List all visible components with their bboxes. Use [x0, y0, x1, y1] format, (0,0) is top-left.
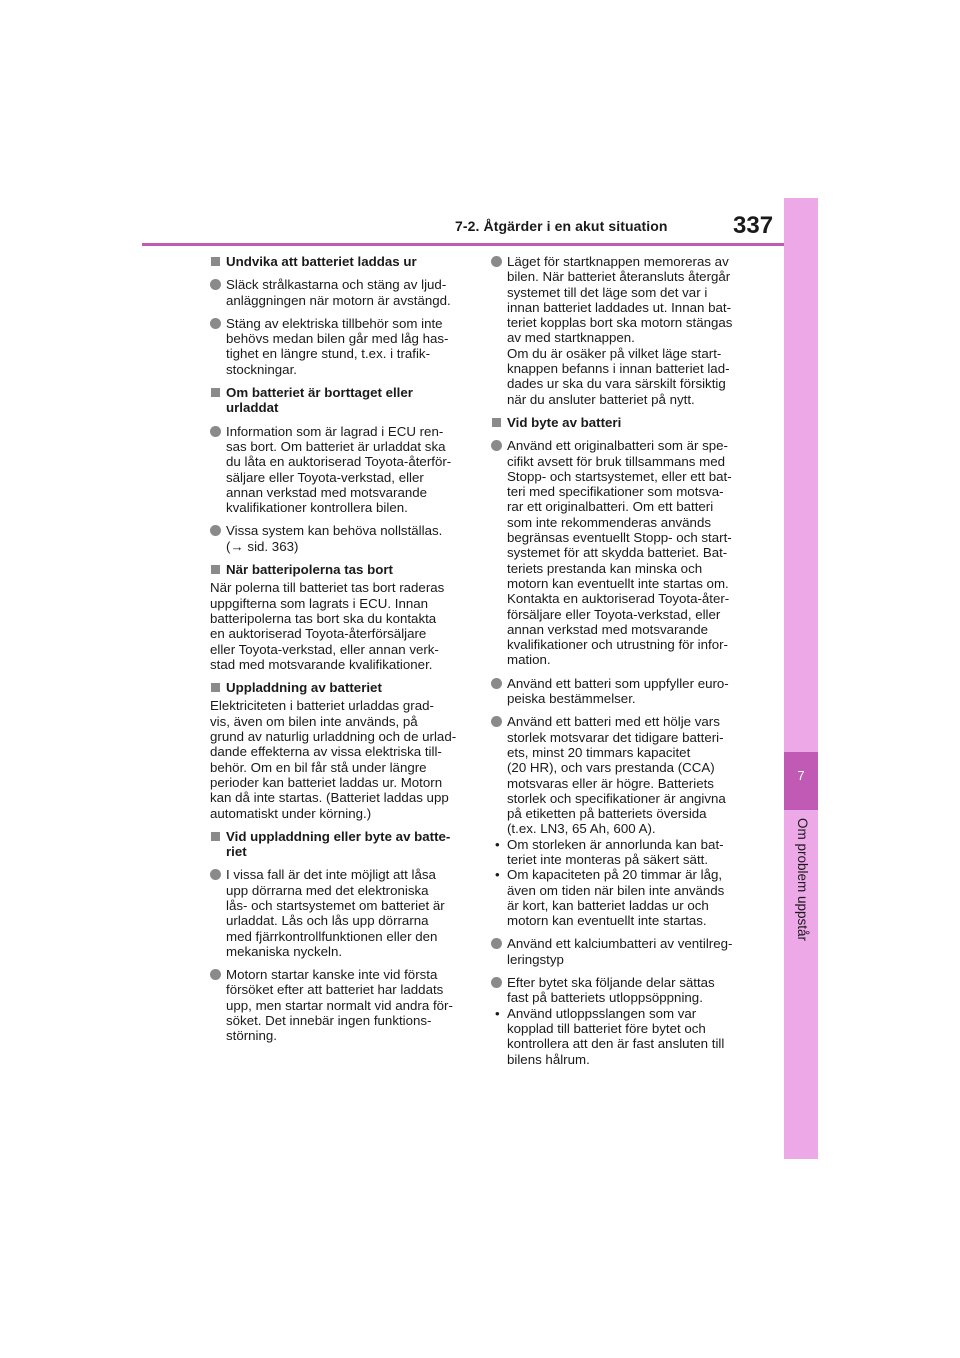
sub-list [491, 1006, 755, 1067]
section-title: 7-2. Åtgärder i en akut situation [455, 218, 668, 234]
bullet-item: I vissa fall är det inte möjligt att låsa upp dörrarna med det elektroniska lås- och startsystemet om batteriet är urladdat. Lås och lås upp dörrarna med fjärrkontrollfunktionen eller den mekaniska nyckeln. [210, 867, 472, 959]
header-divider [142, 243, 784, 246]
bullet-item: Motorn startar kanske inte vid första försöket efter att batteriet har laddats upp, men startar normalt vid andra för- söket. Det innebär ingen funktions- störning. [210, 967, 472, 1043]
section-heading: När batteripolerna tas bort [210, 562, 472, 577]
sub-list-item: • Om kapaciteten på 20 timmar är låg, även om tiden när bilen inte används är kort, kan batteriet laddas ur och motorn kan eventuellt inte startas. [491, 867, 755, 928]
left-column [210, 254, 472, 1052]
bullet-item: Stäng av elektriska tillbehör som inte behövs medan bilen går med låg has- tighet en längre stund, t.ex. i trafik- stockningar. [210, 316, 472, 377]
sub-list-item: • Om storleken är annorlunda kan bat- teriet inte monteras på säkert sätt. [491, 837, 755, 868]
bullet-item: Använd ett batteri som uppfyller euro- peiska bestämmelser. [491, 676, 755, 707]
bullet-item: Läget för startknappen memoreras av bilen. När batteriet återansluts återgår systemet till det läge som det var i innan batteriet laddades ut. Innan bat- teriet kopplas bort ska motorn stängas av med startknappen. Om du är osäker på vilket läge start- knappen befanns i innan batteriet lad- dades ur ska du vara särskilt försiktig när du ansluter batteriet på nytt. [491, 254, 755, 407]
sub-list-item: • Använd utloppsslangen som var kopplad till batteriet före bytet och kontrollera att den är fast ansluten till bilens hålrum. [491, 1006, 755, 1067]
chapter-number: 7 [797, 768, 805, 783]
bullet-item: Använd ett originalbatteri som är spe- cifikt avsett för bruk tillsammans med Stopp- och startsystemet, eller ett bat- teri med specifikationer som motsva- rar ett originalbatteri. Om ett batteri som inte rekommenderas används begränsas eventuellt Stopp- och start- systemet för att skydda batteriet. Bat- teriets prestanda kan minska och motorn kan eventuellt inte startas om. Kontakta en auktoriserad Toyota-åter- försäljare eller Toyota-verkstad, eller annan verkstad med motsvarande kvalifikationer och utrustning för infor- mation. [491, 438, 755, 667]
section-heading: Undvika att batteriet laddas ur [210, 254, 472, 269]
bullet-item: Använd ett batteri med ett hölje vars storlek motsvarar det tidigare batteri- ets, minst 20 timmars kapacitet (20 HR), och vars prestanda (CCA) motsvaras eller är högre. Batteriets storlek och specifikationer är angivna på etiketten på batteriets översida (t.ex. LN3, 65 Ah, 600 A). [491, 714, 755, 836]
chapter-side-tab[interactable] [784, 198, 818, 1159]
bullet-item: Efter bytet ska följande delar sättas fast på batteriets utloppsöppning. [491, 975, 755, 1006]
bullet-item: Vissa system kan behöva nollställas. (→ sid. 363) [210, 523, 472, 554]
right-column [491, 254, 755, 1075]
chapter-label: Om problem uppstår [795, 818, 810, 942]
bullet-item: Släck strålkastarna och stäng av ljud- anläggningen när motorn är avstängd. [210, 277, 472, 308]
page-number: 337 [733, 212, 774, 239]
section-heading: Om batteriet är borttaget eller urladdat [210, 385, 472, 416]
section-heading: Vid byte av batteri [491, 415, 755, 430]
section-heading: Vid uppladdning eller byte av batte- riet [210, 829, 472, 860]
paragraph: När polerna till batteriet tas bort raderas uppgifterna som lagrats i ECU. Innan batteripolerna tas bort ska du kontakta en auktoriserad Toyota-återförsäljare eller Toyota-verkstad, eller annan verk- stad med motsvarande kvalifikationer. [210, 580, 445, 672]
sub-list [491, 837, 755, 929]
paragraph: Elektriciteten i batteriet urladdas grad- vis, även om bilen inte används, på grund av naturlig urladdning och de urlad- dande effekterna av vissa elektriska till- behör. Om en bil får stå under längre perioder kan batteriet laddas ur. Motorn kan då inte startas. (Batteriet laddas upp automatiskt under körning.) [210, 698, 457, 821]
bullet-item: Använd ett kalciumbatteri av ventilreg- leringstyp [491, 936, 755, 967]
bullet-item: Information som är lagrad i ECU ren- sas bort. Om batteriet är urladdat ska du låta en auktoriserad Toyota-återför- säljare eller Toyota-verkstad, eller annan verkstad med motsvarande kvalifikationer kontrollera bilen. [210, 424, 472, 516]
section-heading: Uppladdning av batteriet [210, 680, 472, 695]
